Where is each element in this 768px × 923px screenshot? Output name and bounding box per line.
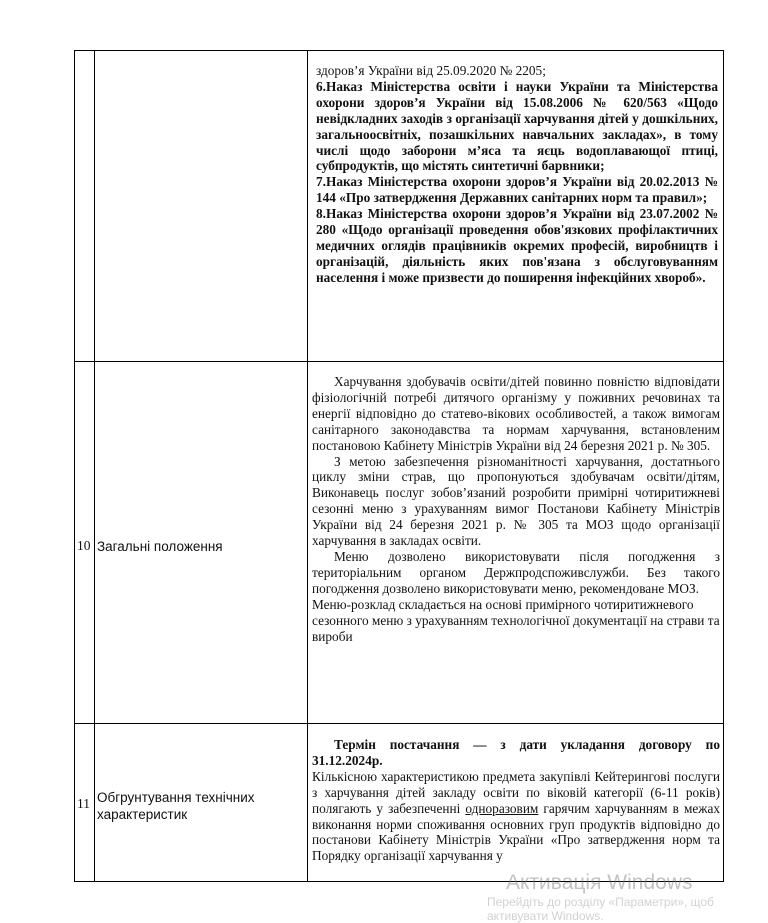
prev-line-7: 7.Наказ Міністерства охорони здоров’я України від 20.02.2013 № 144 «Про затвердження Державних санітарних норм та правил»; (316, 174, 718, 206)
row-11-p2-underlined: одноразовим (465, 800, 539, 816)
row-10-name: Загальні положення (97, 539, 223, 554)
table-border-top (74, 50, 724, 51)
prev-row-content (316, 63, 718, 286)
table-border-left (74, 50, 75, 882)
prev-line-6: 6.Наказ Міністерства освіти і науки України та Міністерства охорони здоров’я України від 15.08.2006 № 620/563 «Щодо невідкладних заходів з організації харчування дітей у дошкільних, загальноосвітніх, позашкільних навчальних закладах», в тому числі щодо заборони м’яса та яєць водоплавающої птиці, субпродуктів, що містять синтетичні барвники; (316, 78, 718, 174)
row-10-p4: Меню-розклад складається на основі примірного чотиритижневого сезонного меню з урахуванням технологічної документації на страви та вироби (312, 596, 720, 644)
row-11-p1: Термін постачання — з дати укладання договору по 31.12.2024р. (312, 737, 720, 768)
windows-activation-watermark: Активація Windows (506, 871, 693, 894)
row-divider-11 (74, 723, 724, 724)
table-border-name (307, 50, 308, 882)
table-border-num (94, 50, 95, 882)
table-border-right (723, 50, 724, 882)
prev-line-0: здоров’я України від 25.09.2020 № 2205; (316, 63, 546, 78)
row-11-p2 (312, 769, 720, 864)
prev-line-8: 8.Наказ Міністерства охорони здоров’я України від 23.07.2002 № 280 «Щодо організації проведення обов'язкових профілактичних медичних оглядів працівників окремих професій, виробництв і організацій, діяльність яких пов'язана з обслуговуванням населення і може призвести до поширення інфекційних хвороб». (316, 206, 718, 285)
row-10-p3: Меню дозволено використовувати після погодження з територіальним органом Держпродспоживслужби. Без такого погодження дозволено використовувати меню, рекомендоване МОЗ. (312, 548, 720, 596)
row-11-content (312, 737, 720, 864)
row-11-name: Обгрунтування технічних характеристик (97, 790, 255, 822)
row-10-p1: Харчування здобувачів освіти/дітей повинно повністю відповідати фізіологічній потребі дитячого організму у поживних речовинах та енергії відповідно до статево-вікових особливостей, а також вимогам санітарного законодавства та нормам харчування, встановленим постановою Кабінету Міністрів України від 24 березня 2021 р. № 305. (312, 374, 720, 453)
row-11-p2-b: гарячим харчуванням в межах виконання норми споживання основних груп продуктів відповідно до постанови Кабінету Міністрів України «Про затвердження норм та Порядку організації харчування у (312, 800, 720, 864)
row-10-content (312, 374, 720, 644)
row-10-p2: З метою забезпечення різноманітності харчування, достатнього циклу зміни страв, що пропонуються здобувачам освіти/дітям, Виконавець послуг зобов’язаний розробити примірні чотиритижневі сезонні меню з урахуванням вимог Постанови Кабінету Міністрів України від 24 березня 2021 р. № 305 та МОЗ щодо організації харчування в закладах освіти. (312, 453, 720, 549)
windows-activation-subtitle: Перейдіть до розділу «Параметри», щоб активувати Windows. (487, 895, 714, 923)
row-11-p2-a: Кількісною характеристикою предмета закупівлі Кейтерингові послуги з харчування дітей закладу освіти по віковій категорії (6-11 років) полягають у забезпеченні (312, 768, 720, 816)
row-11-number: 11 (77, 796, 90, 811)
row-divider-10 (74, 361, 724, 362)
row-10-number: 10 (77, 538, 91, 553)
